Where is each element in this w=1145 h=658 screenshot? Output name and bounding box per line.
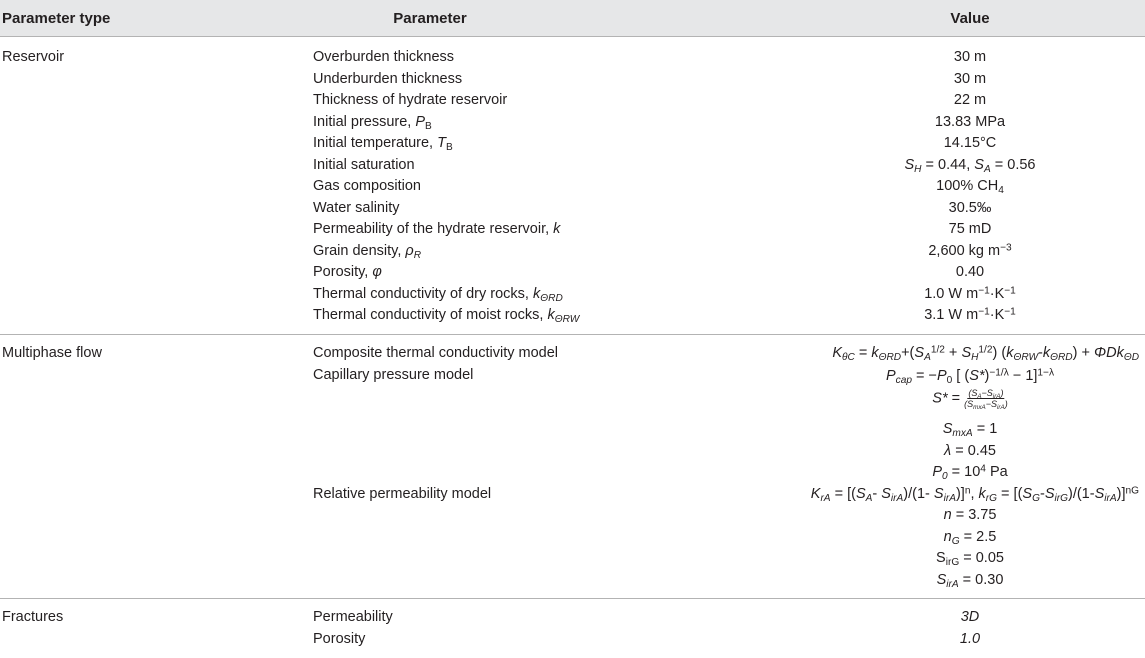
section-type-fractures: Fractures <box>2 609 64 625</box>
value-overburden: 30 m <box>953 49 987 65</box>
table-header <box>0 0 1145 37</box>
section-type-reservoir: Reservoir <box>2 49 65 65</box>
section-type-multiphase: Multiphase flow <box>2 345 102 361</box>
param-grain-density: Grain density, $\rho_R$ <box>313 242 422 261</box>
param-initial-temperature: Initial temperature, $T_B$ <box>313 135 453 154</box>
value-capillary-smxa: $S_{mxA} = 1$ <box>942 421 998 440</box>
header-parameter: Parameter <box>393 10 467 27</box>
value-relperm-sira: $S_{irA} = 0.30$ <box>936 571 1004 590</box>
value-gas-composition: 100% $CH_4$ <box>936 178 1004 197</box>
param-overburden: Overburden thickness <box>313 49 455 65</box>
param-fracture-permeability: Permeability <box>313 609 393 625</box>
param-composite-model: Composite thermal conductivity model <box>313 345 558 361</box>
sstar-fraction: $\frac{(S_A-S_{irA})}{(S_{mxA}-S_{irA})}$ <box>964 388 1008 411</box>
param-initial-pressure: Initial pressure, $P_B$ <box>313 113 432 132</box>
value-initial-temperature: 14.15°C <box>943 135 997 151</box>
param-water-salinity: Water salinity <box>313 199 400 216</box>
value-relperm-sirg: $S_{irG} = 0.05$ <box>936 550 1004 569</box>
value-relperm-n: n = 3.75 <box>943 507 997 523</box>
value-capillary-p0: $P_0 = 10^4$ Pa <box>932 463 1008 483</box>
section-divider <box>0 334 1145 335</box>
value-porosity: 0.40 <box>955 264 985 280</box>
value-relperm-ng: $n_G = 2.5$ <box>943 528 997 547</box>
param-permeability: Permeability of the hydrate reservoir, k <box>313 221 561 237</box>
param-relperm-model: Relative permeability model <box>313 485 492 502</box>
value-water-salinity: 30.5‰ <box>948 199 992 216</box>
value-underburden: 30 m <box>953 70 987 87</box>
value-capillary-lambda: λ = 0.45 <box>944 442 996 459</box>
param-fracture-porosity: Porosity <box>313 630 366 647</box>
value-composite-model: $K_{\theta C} = k_{\Theta RD}+(S_A^{1/2} + S_H^{1/2}) (k_{\Theta RW}-k_{\Theta RD}) + \Phi Dk_{\Theta D}$ <box>832 344 1139 364</box>
value-grain-density: 2,600 kg $m^{-3}$ <box>928 241 1012 259</box>
value-conductivity-dry: 1.0 W $m^{-1}\cdot K^{-1}$ <box>924 284 1016 302</box>
value-capillary-pcap: $P_{cap} = -P_0$ [ $(S*)^{-1/\lambda} - 1]^{1-\lambda}$ <box>885 367 1055 387</box>
value-fracture-permeability: 3D <box>960 609 980 625</box>
param-initial-saturation: Initial saturation <box>313 156 415 173</box>
param-hydrate-thickness: Thickness of hydrate reservoir <box>313 92 508 108</box>
param-porosity: Porosity, φ <box>313 264 382 280</box>
param-conductivity-moist: Thermal conductivity of moist rocks, $k_{\Theta RW}$ <box>313 307 580 326</box>
param-conductivity-dry: Thermal conductivity of dry rocks, $k_{\Theta RD}$ <box>313 285 563 304</box>
value-initial-saturation: $S_H = 0.44$, $S_A = 0.56$ <box>904 156 1036 175</box>
param-underburden: Underburden thickness <box>313 70 463 87</box>
value-relperm-equation: $K_{rA} = [(S_A-$ $S_{irA})/(1-$ $S_{irA})]^n$, $k_{rG} = [(S_G-S_{irG})/(1-S_{irA})]^{nG}$ <box>810 484 1139 504</box>
header-parameter-type: Parameter type <box>2 10 111 27</box>
param-gas-composition: Gas composition <box>313 178 421 194</box>
value-conductivity-moist: 3.1 W $m^{-1}\cdot K^{-1}$ <box>924 306 1016 323</box>
value-capillary-sstar: S* = $\frac{(S_A-S_{irA})}{(S_{mxA}-S_{irA})}$ <box>932 388 1008 411</box>
value-permeability: 75 mD <box>948 221 992 237</box>
value-fracture-porosity: 1.0 <box>959 630 981 647</box>
param-capillary-model: Capillary pressure model <box>313 366 474 383</box>
header-value: Value <box>950 10 990 27</box>
value-initial-pressure: 13.83 MPa <box>934 113 1006 130</box>
value-hydrate-thickness: 22 m <box>953 92 987 108</box>
section-divider <box>0 598 1145 599</box>
